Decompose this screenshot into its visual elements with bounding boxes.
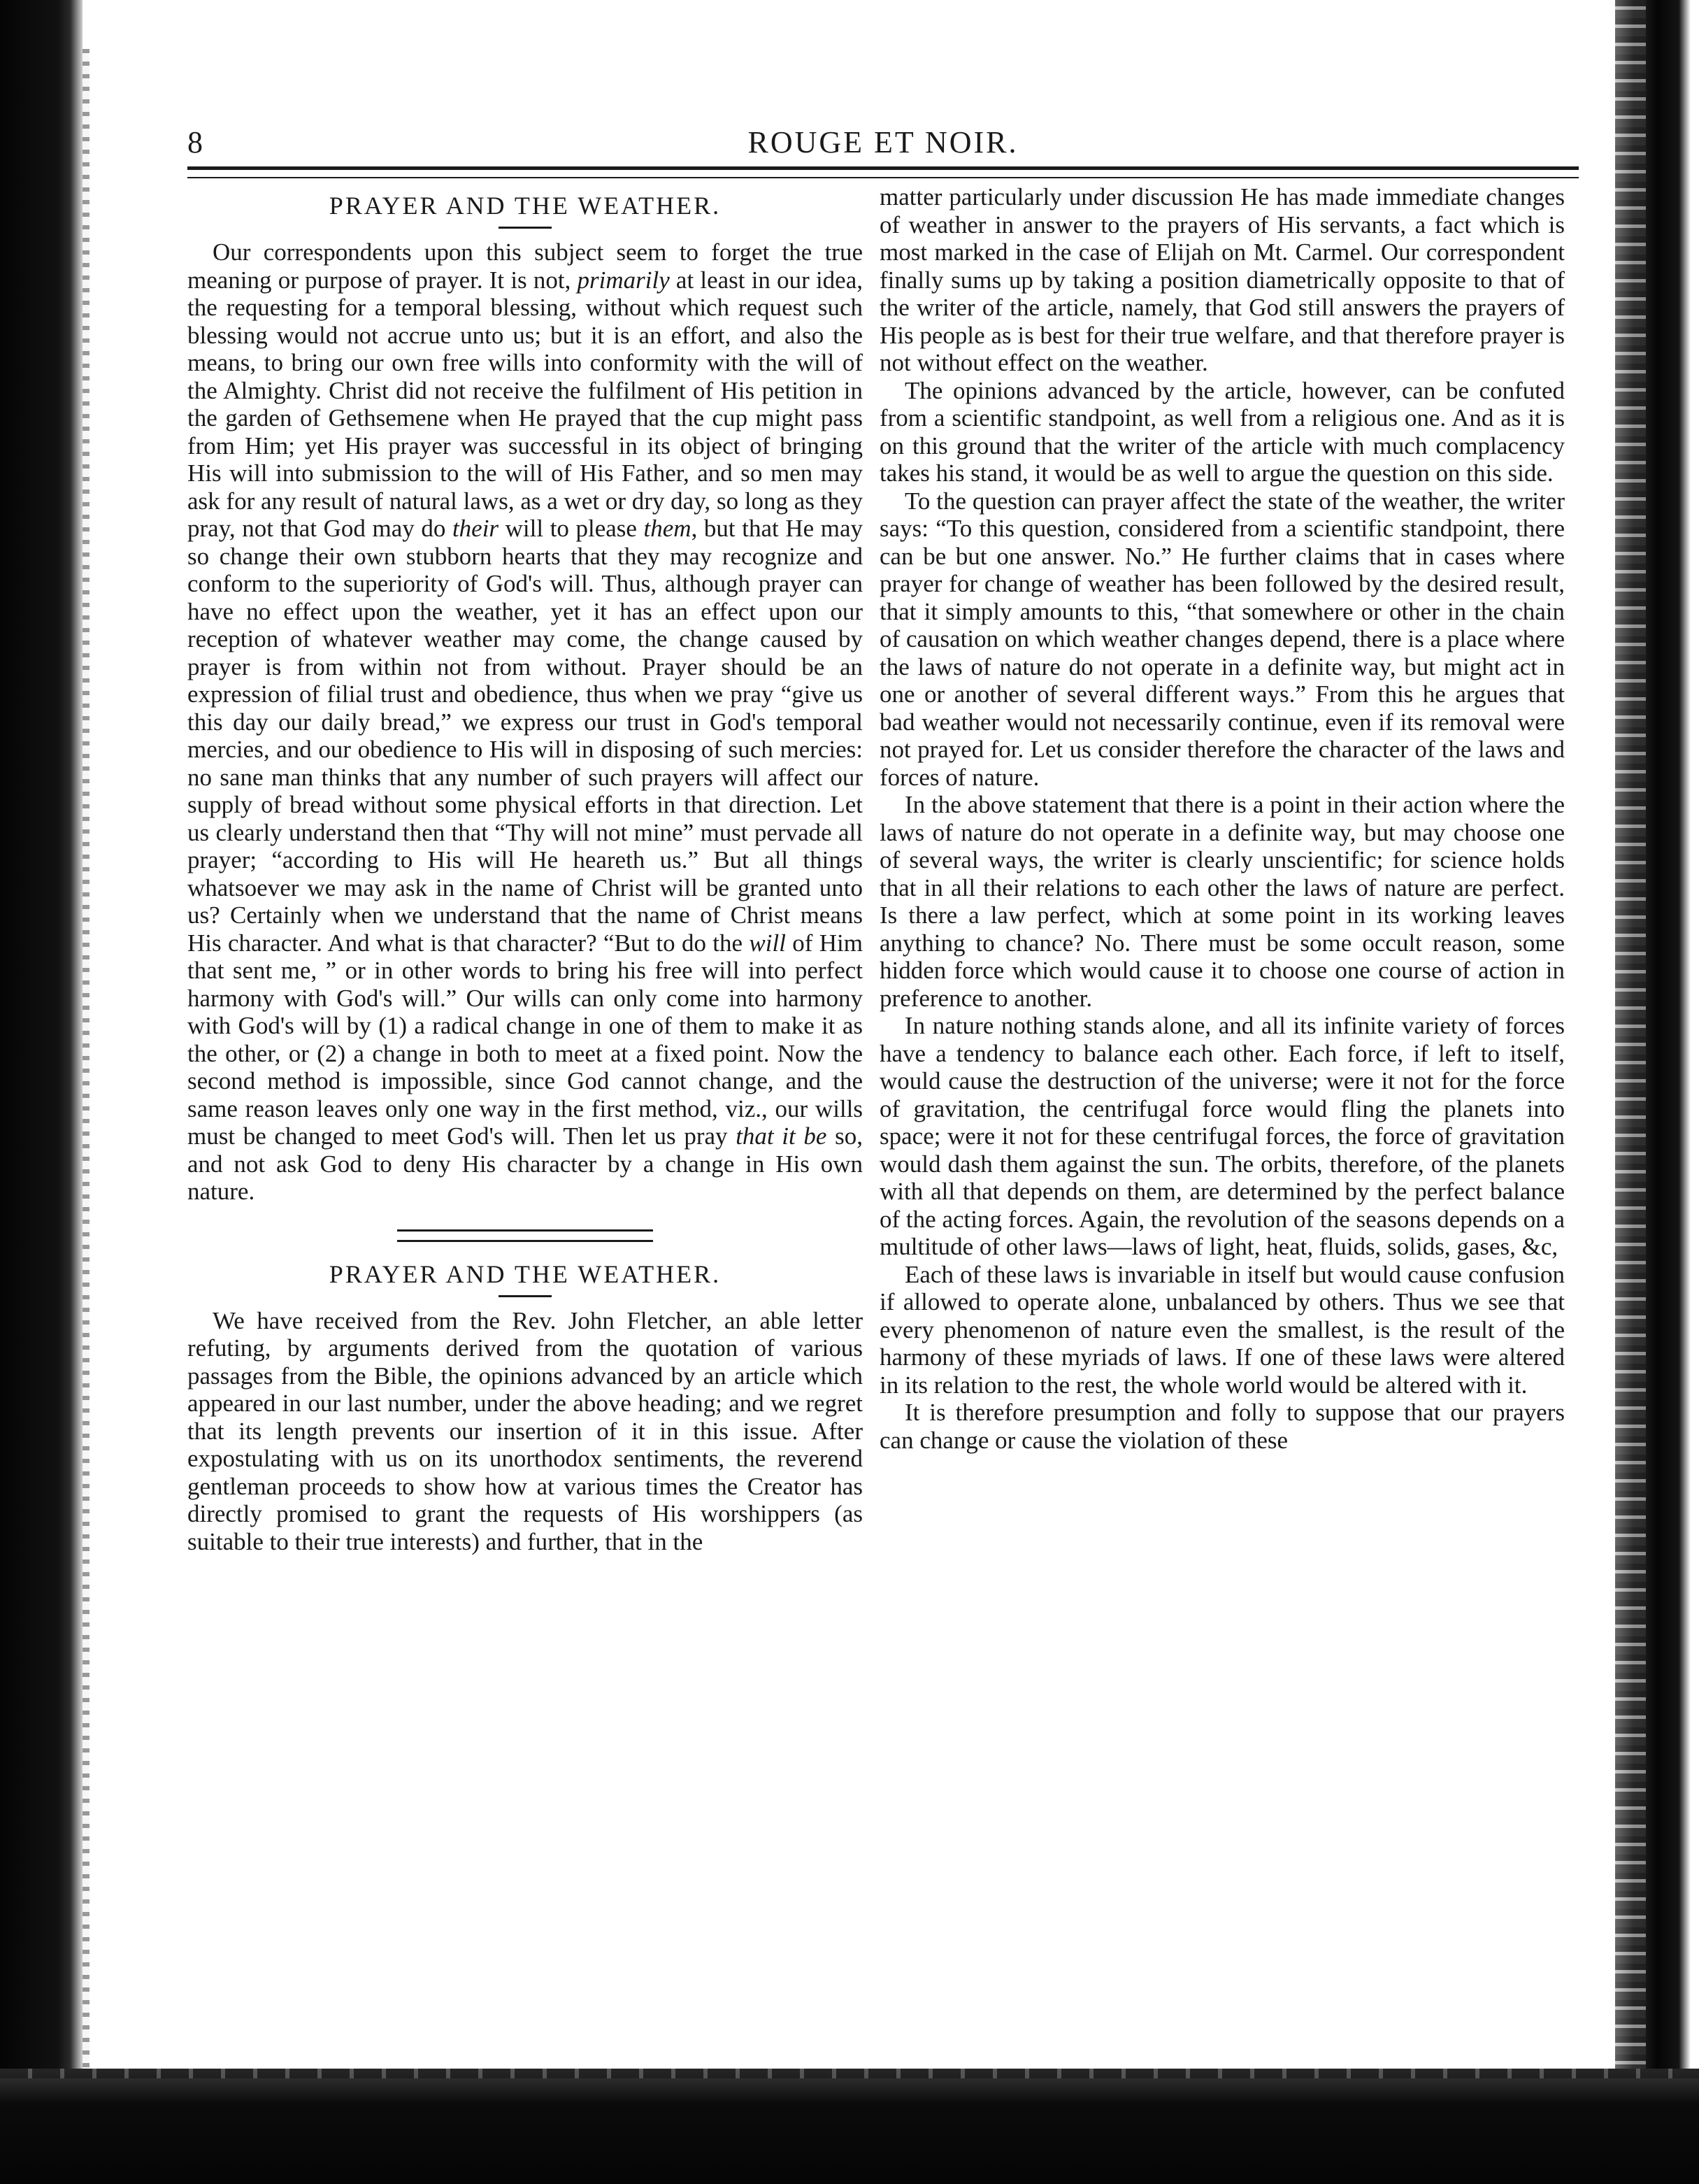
page-number: 8 [187, 125, 204, 159]
article2-paragraph: In nature nothing stands alone, and all its infinite variety of forces have a tendency to balance each other. Each force, if left to itself, would cause the destruction of the universe; were it not for the force of gravitation, the centrifugal force would fling the planets into space; were it not for these centrifugal forces, the force of gravitation would dash them against the sun. The orbits, therefore, of the planets with all that depends on them, are determined by the perfect balance of the acting forces. Again, the revolution of the seasons depends on a multitude of other laws—laws of light, heat, fluids, solids, gases, &c, [880, 1012, 1565, 1260]
article2-paragraph-continued: matter particularly under discussion He has made immediate changes of weather in answer to the prayers of His servants, a fact which is most marked in the case of Elijah on Mt. Carmel. Our correspondent finally sums up by taking a position diametrically opposite to that of the writer of the article, namely, that God still answers the prayers of His people as is best for their true welfare, and that therefore prayer is not without effect on the weather. [880, 183, 1565, 376]
article2-paragraph: To the question can prayer affect the state of the weather, the writer says: “To this question, considered from a scientific standpoint, there can be but one answer. No.” He further claims that in cases where prayer for change of weather has been followed by the desired result, that it simply amounts to this, “that somewhere or other in the chain of causation on which weather changes depend, there is a place where the laws of nature do not operate in a definite way, but might act in one or another of several different ways.” From this he argues that bad weather would not necessarily continue, even if its removal were not prayed for. Let us consider therefore the character of the laws and forces of nature. [880, 487, 1565, 791]
article2-paragraph: The opinions advanced by the article, however, can be confuted from a scientific standpoint, as well from a religious one. And as it is on this ground that the writer of the article with much complacency takes his stand, it would be as well to argue the question on this side. [880, 376, 1565, 487]
article2-paragraph: In the above statement that there is a point in their action where the laws of nature do not operate in a definite way, but may choose one of several ways, the writer is clearly unscientific; for science holds that in all their relations to each other the laws of nature are perfect. Is there a law perfect, which at some point in its working leaves anything to chance? No. There must be some occult reason, some hidden force which would cause it to choose one course of action in preference to another. [880, 791, 1565, 1012]
title-rule [499, 1295, 552, 1297]
header-rule [187, 166, 1579, 178]
scan-edge-left [0, 0, 83, 2184]
article1-paragraph: Our correspondents upon this subject seem to forget the true meaning or purpose of prayer. It is not, primarily at least in our idea, the requesting for a temporal blessing, without which request such blessing would not accrue unto us; but it is an effort, and also the means, to bring our own free wills into conformity with the will of the Almighty. Christ did not receive the fulfilment of His petition in the garden of Gethsemene when He prayed that the cup might pass from Him; yet His prayer was successful in its object of bringing His will into submission to the will of His Father, and so men may ask for any result of natural laws, as a wet or dry day, so long as they pray, not that God may do their will to please them, but that He may so change their own stubborn hearts that they may recognize and conform to the superiority of God's will. Thus, although prayer can have no effect upon the weather, yet it has an effect upon our reception of whatever weather may come, the change caused by prayer is from within not from without. Prayer should be an expression of filial trust and obedience, thus when we pray “give us this day our daily bread,” we express our trust in God's temporal mercies, and our obedience to His will in disposing of such mercies: no sane man thinks that any number of such prayers will affect our supply of bread without some physical efforts in that direction. Let us clearly understand then that “Thy will not mine” must pervade all prayer; “according to His will He heareth us.” But all things whatsoever we may ask in the name of Christ will be granted unto us? Certainly when we understand that the name of Christ means His character. And what is that character? “But to do the will of Him that sent me, ” or in other words to bring his free will into perfect harmony with God's will.” Our wills can only come into harmony with God's will by (1) a radical change in one of them to make it as the other, or (2) a change in both to meet at a fixed point. Now the second method is impossible, since God cannot change, and the same reason leaves only one way in the first method, viz., our wills must be changed to meet God's will. Then let us pray that it be so, and not ask God to deny His character by a change in His own nature. [187, 238, 863, 1205]
scan-edge-right [1615, 0, 1699, 2184]
running-head [187, 124, 1579, 164]
article2-paragraph: It is therefore presumption and folly to suppose that our prayers can change or cause the violation of these [880, 1399, 1565, 1454]
column-left [187, 183, 863, 1555]
title-rule [499, 227, 552, 229]
column-right [880, 183, 1565, 1454]
scan-edge-bottom [0, 2069, 1699, 2184]
journal-title: ROUGE ET NOIR. [747, 125, 1019, 159]
article2-title: PRAYER AND THE WEATHER. [329, 1259, 722, 1288]
article2-paragraph: We have received from the Rev. John Fletcher, an able letter refuting, by arguments derived from the quotation of various passages from the Bible, the opinions advanced by an article which appeared in our last number, under the above heading; and we regret that its length prevents our insertion of it in this issue. After expostulating with us on its unorthodox sentiments, the reverend gentleman proceeds to show how at various times the Creator has directly promised to grant the requests of His worshippers (as suitable to their true interests) and further, that in the [187, 1306, 863, 1555]
article1-title: PRAYER AND THE WEATHER. [329, 192, 722, 220]
section-separator [397, 1229, 653, 1242]
article2-paragraph: Each of these laws is invariable in itself but would cause confusion if allowed to operate alone, unbalanced by others. Thus we see that every phenomenon of nature even the smallest, is the result of the harmony of these myriads of laws. If one of these laws were altered in its relation to the rest, the whole world would be altered with it. [880, 1260, 1565, 1399]
